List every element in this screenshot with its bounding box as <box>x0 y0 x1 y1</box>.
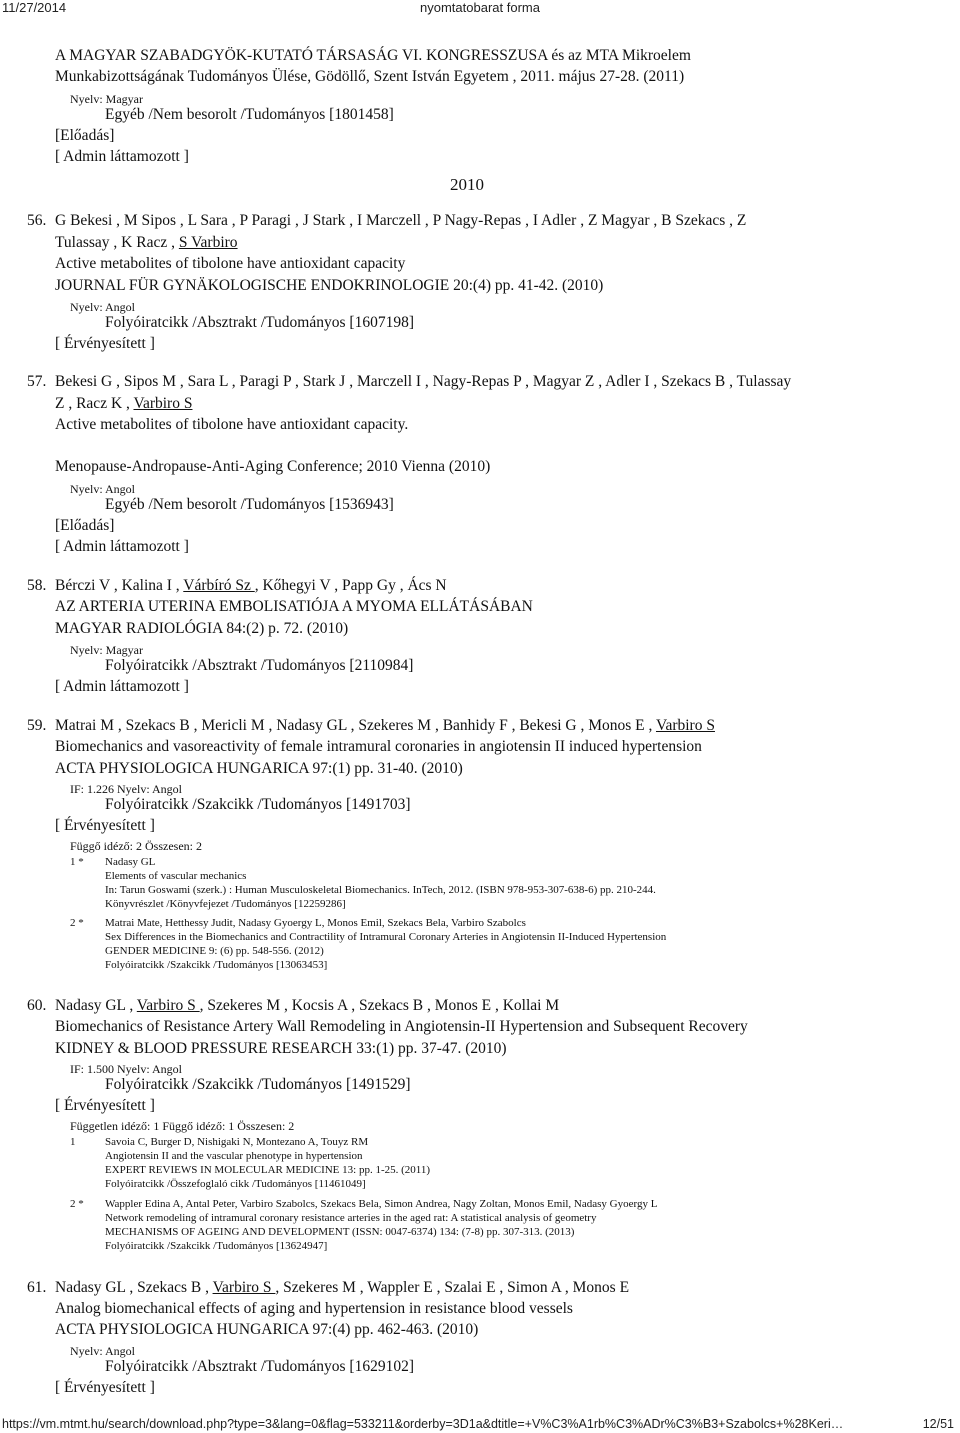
citation-source: MECHANISMS OF AGEING AND DEVELOPMENT (ISSN: 0047-6374) 134: (7-8) pp. 307-313. (2013) <box>105 1226 575 1238</box>
citation-count: Független idéző: 1 Függő idéző: 1 Összesen: 2 <box>70 1119 295 1133</box>
publication-type: Folyóiratcikk /Szakcikk /Tudományos [1491703] <box>105 796 411 813</box>
language-label: Nyelv: Angol <box>70 482 135 496</box>
entry-number: 57. <box>27 373 47 390</box>
page-number: 12/51 <box>922 1417 954 1431</box>
citation-source: EXPERT REVIEWS IN MOLECULAR MEDICINE 13: pp. 1-25. (2011) <box>105 1164 431 1176</box>
language-label: IF: 1.226 Nyelv: Angol <box>70 782 183 796</box>
author-list: Nadasy GL , Szekacs B , Varbiro S , Szekeres M , Wappler E , Szalai E , Simon A , Monos E <box>55 1279 630 1296</box>
citation-type: Könyvrészlet /Könyvfejezet /Tudományos [12259286] <box>105 898 346 910</box>
status-badge: [ Admin láttamozott ] <box>55 678 189 695</box>
entry-number: 56. <box>27 212 47 229</box>
author-list: Bérczi V , Kalina I , Várbíró Sz , Kőhegyi V , Papp Gy , Ács N <box>55 577 447 594</box>
publication-type: Folyóiratcikk /Szakcikk /Tudományos [1491529] <box>105 1076 411 1093</box>
citation-title: Network remodeling of intramural coronary resistance arteries in the aged rat: A statistical analysis of geometry <box>105 1212 597 1224</box>
publication-type: Folyóiratcikk /Absztrakt /Tudományos [2110984] <box>105 657 414 674</box>
print-footer <box>0 1417 960 1433</box>
status-badge: [ Érvényesített ] <box>55 335 155 352</box>
status-badge: [ Admin láttamozott ] <box>55 148 189 165</box>
print-header <box>0 0 960 16</box>
language-label: Nyelv: Angol <box>70 1344 135 1358</box>
print-title: nyomtatobarat forma <box>420 0 540 15</box>
article-title: Biomechanics and vasoreactivity of female intramural coronaries in angiotensin II induced hypertension <box>55 738 702 755</box>
language-label: Nyelv: Angol <box>70 300 135 314</box>
article-title: Active metabolites of tibolone have antioxidant capacity <box>55 255 406 272</box>
citation-authors: Matrai Mate, Hetthessy Judit, Nadasy Gyoergy L, Monos Emil, Szekacs Bela, Varbiro Szabolcs <box>105 917 526 929</box>
article-title: Analog biomechanical effects of aging and hypertension in resistance blood vessels <box>55 1300 573 1317</box>
publication-type: Egyéb /Nem besorolt /Tudományos [1536943] <box>105 496 394 513</box>
status-badge: [ Érvényesített ] <box>55 1097 155 1114</box>
page-url: https://vm.mtmt.hu/search/download.php?type=3&lang=0&flag=533211&orderby=3D1a&dtitle=+V%C3%A1rb%C3%ADr%C3%B3+Szabolcs+%28Keri… <box>2 1417 844 1431</box>
citation-number: 2 * <box>70 917 84 929</box>
entry-venue-line: A MAGYAR SZABADGYÖK-KUTATÓ TÁRSASÁG VI. KONGRESSZUSA és az MTA Mikroelem <box>55 47 691 64</box>
presentation-tag: [Előadás] <box>55 517 115 534</box>
citation-title: Sex Differences in the Biomechanics and Contractility of Intramural Coronary Arteries in Angiotensin II-Induced Hypertension <box>105 931 667 943</box>
status-badge: [ Admin láttamozott ] <box>55 538 189 555</box>
author-link[interactable]: Varbiro S <box>212 1279 276 1296</box>
citation-number: 1 * <box>70 856 84 868</box>
author-link[interactable]: S Varbiro <box>178 234 238 251</box>
entry-number: 58. <box>27 577 47 594</box>
presentation-tag: [Előadás] <box>55 127 115 144</box>
journal-citation: MAGYAR RADIOLÓGIA 84:(2) p. 72. (2010) <box>55 620 349 637</box>
author-list: Z , Racz K , Varbiro S <box>55 395 193 412</box>
citation-source: GENDER MEDICINE 9: (6) pp. 548-556. (2012) <box>105 945 324 957</box>
author-list: Nadasy GL , Varbiro S , Szekeres M , Kocsis A , Szekacs B , Monos E , Kollai M <box>55 997 560 1014</box>
journal-citation: ACTA PHYSIOLOGICA HUNGARICA 97:(1) pp. 31-40. (2010) <box>55 760 463 777</box>
author-list: Tulassay , K Racz , S Varbiro <box>55 234 238 251</box>
citation-type: Folyóiratcikk /Szakcikk /Tudományos [13624947] <box>105 1240 328 1252</box>
citation-number: 1 <box>70 1136 76 1148</box>
language-label: Nyelv: Magyar <box>70 92 143 106</box>
entry-number: 60. <box>27 997 47 1014</box>
journal-citation: ACTA PHYSIOLOGICA HUNGARICA 97:(4) pp. 462-463. (2010) <box>55 1321 479 1338</box>
citation-type: Folyóiratcikk /Szakcikk /Tudományos [13063453] <box>105 959 328 971</box>
entry-number: 59. <box>27 717 47 734</box>
citation-type: Folyóiratcikk /Összefoglaló cikk /Tudományos [11461049] <box>105 1178 366 1190</box>
language-label: Nyelv: Magyar <box>70 643 143 657</box>
journal-citation: JOURNAL FÜR GYNÄKOLOGISCHE ENDOKRINOLOGIE 20:(4) pp. 41-42. (2010) <box>55 277 604 294</box>
author-link[interactable]: Varbiro S <box>136 997 200 1014</box>
citation-authors: Savoia C, Burger D, Nishigaki N, Montezano A, Touyz RM <box>105 1136 369 1148</box>
article-title: AZ ARTERIA UTERINA EMBOLISATIÓJA A MYOMA ELLÁTÁSÁBAN <box>55 598 533 615</box>
citation-number: 2 * <box>70 1198 84 1210</box>
author-link[interactable]: Várbíró Sz <box>183 577 255 594</box>
entry-number: 61. <box>27 1279 47 1296</box>
conference-venue: Menopause-Andropause-Anti-Aging Conference; 2010 Vienna (2010) <box>55 458 491 475</box>
year-heading: 2010 <box>450 175 484 194</box>
author-list: Matrai M , Szekacs B , Mericli M , Nadasy GL , Szekeres M , Banhidy F , Bekesi G , Monos E , Varbiro S <box>55 717 715 734</box>
citation-count: Függő idéző: 2 Összesen: 2 <box>70 839 202 853</box>
citation-title: Angiotensin II and the vascular phenotype in hypertension <box>105 1150 363 1162</box>
author-list: Bekesi G , Sipos M , Sara L , Paragi P , Stark J , Marczell I , Nagy-Repas P , Magyar Z , Adler I , Szekacs B , Tulassay <box>55 373 792 390</box>
publication-type: Egyéb /Nem besorolt /Tudományos [1801458] <box>105 106 394 123</box>
article-title: Biomechanics of Resistance Artery Wall Remodeling in Angiotensin-II Hypertension and Subsequent Recovery <box>55 1018 748 1035</box>
citation-source: In: Tarun Goswami (szerk.) : Human Musculoskeletal Biomechanics. InTech, 2012. (ISBN 978-953-307-638-6) pp. 210-244. <box>105 884 656 896</box>
entry-venue-line: Munkabizottságának Tudományos Ülése, Gödöllő, Szent István Egyetem , 2011. május 27-28. (2011) <box>55 68 685 85</box>
citation-title: Elements of vascular mechanics <box>105 870 247 882</box>
language-label: IF: 1.500 Nyelv: Angol <box>70 1062 183 1076</box>
status-badge: [ Érvényesített ] <box>55 1379 155 1396</box>
citation-authors: Nadasy GL <box>105 856 156 868</box>
citation-authors: Wappler Edina A, Antal Peter, Varbiro Szabolcs, Szekacs Bela, Simon Andrea, Nagy Zoltan, Monos Emil, Nadasy Gyoergy L <box>105 1198 658 1210</box>
print-date: 11/27/2014 <box>2 0 67 15</box>
status-badge: [ Érvényesített ] <box>55 817 155 834</box>
author-link[interactable]: Varbiro S <box>655 717 715 734</box>
author-link[interactable]: Varbiro S <box>133 395 193 412</box>
article-title: Active metabolites of tibolone have antioxidant capacity. <box>55 416 409 433</box>
author-list: G Bekesi , M Sipos , L Sara , P Paragi , J Stark , I Marczell , P Nagy-Repas , I Adler , Z Magyar , B Szekacs , Z <box>55 212 747 229</box>
publication-type: Folyóiratcikk /Absztrakt /Tudományos [1607198] <box>105 314 414 331</box>
journal-citation: KIDNEY & BLOOD PRESSURE RESEARCH 33:(1) pp. 37-47. (2010) <box>55 1040 507 1057</box>
publication-type: Folyóiratcikk /Absztrakt /Tudományos [1629102] <box>105 1358 414 1375</box>
